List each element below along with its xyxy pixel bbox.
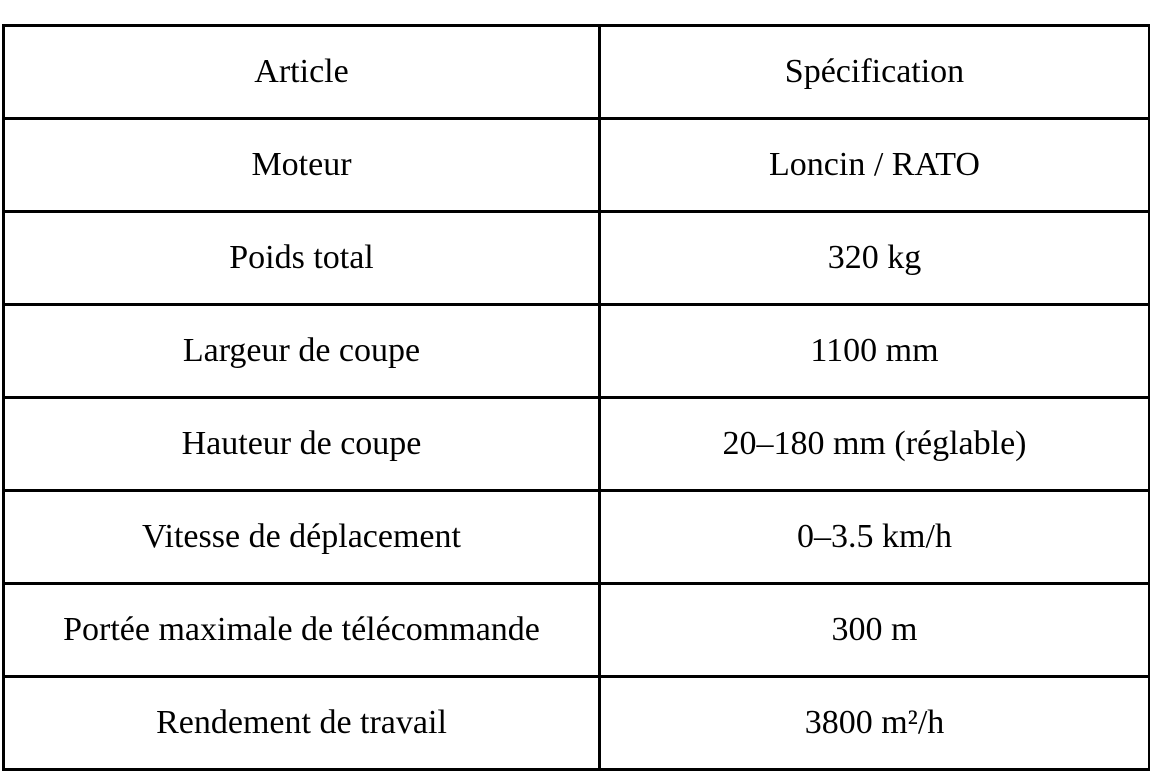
table-body [4, 119, 1150, 770]
row-label: Rendement de travail [4, 677, 600, 770]
row-label: Hauteur de coupe [4, 398, 600, 491]
row-value: 20–180 mm (réglable) [600, 398, 1150, 491]
row-label: Moteur [4, 119, 600, 212]
row-label: Poids total [4, 212, 600, 305]
row-value: 0–3.5 km/h [600, 491, 1150, 584]
table-row [4, 398, 1150, 491]
row-value: 300 m [600, 584, 1150, 677]
table-row [4, 212, 1150, 305]
table-header [4, 26, 1150, 119]
column-header-specification: Spécification [600, 26, 1150, 119]
table-row [4, 677, 1150, 770]
table-row [4, 491, 1150, 584]
row-label: Largeur de coupe [4, 305, 600, 398]
row-value: 1100 mm [600, 305, 1150, 398]
spec-table [2, 24, 1150, 771]
row-label: Vitesse de déplacement [4, 491, 600, 584]
table-row [4, 584, 1150, 677]
table-row [4, 119, 1150, 212]
header-row [4, 26, 1150, 119]
row-label: Portée maximale de télécommande [4, 584, 600, 677]
table-row [4, 305, 1150, 398]
row-value: 320 kg [600, 212, 1150, 305]
row-value: 3800 m²/h [600, 677, 1150, 770]
row-value: Loncin / RATO [600, 119, 1150, 212]
column-header-article: Article [4, 26, 600, 119]
